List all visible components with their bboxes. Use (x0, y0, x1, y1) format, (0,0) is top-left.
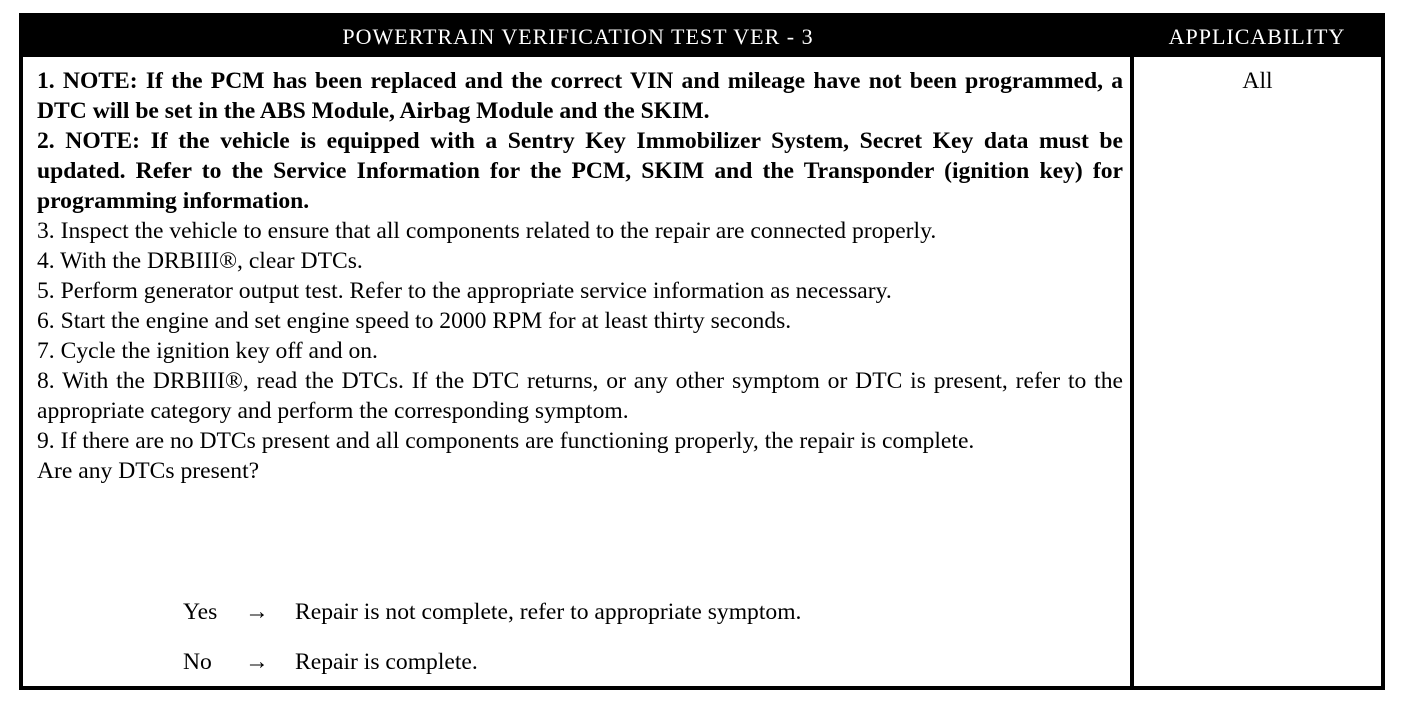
verification-test-table (19, 13, 1385, 690)
answer-no-row (183, 647, 478, 677)
answer-no-label: No (183, 649, 212, 675)
applicability-heading: APPLICABILITY (1168, 24, 1346, 49)
answer-yes-label: Yes (183, 599, 218, 625)
answer-yes-row (183, 597, 801, 627)
question: Are any DTCs present? (37, 458, 260, 484)
applicability-value: All (1242, 68, 1273, 94)
step-3: 3. Inspect the vehicle to ensure that all components related to the repair are connected properly. (37, 218, 937, 244)
right-arrow-icon: → (245, 649, 269, 675)
column-divider (1130, 57, 1134, 690)
table-title: POWERTRAIN VERIFICATION TEST VER - 3 (342, 24, 814, 49)
step-8: 8. With the DRBIII®, read the DTCs. If the DTC returns, or any other symptom or DTC is present, refer to the appropriate category and perform the corresponding symptom. (37, 368, 1123, 424)
step-2-note: 2. NOTE: If the vehicle is equipped with a Sentry Key Immobilizer System, Secret Key data must be updated. Refer to the Service Information for the PCM, SKIM and the Transponder (ignition key) for programming information. (37, 128, 1123, 214)
table-header (23, 17, 1381, 57)
step-7: 7. Cycle the ignition key off and on. (37, 338, 378, 364)
step-5: 5. Perform generator output test. Refer to the appropriate service information as necessary. (37, 278, 892, 304)
answer-yes-result: Repair is not complete, refer to appropriate symptom. (295, 599, 802, 625)
test-procedure-cell (37, 66, 1123, 486)
step-9: 9. If there are no DTCs present and all components are functioning properly, the repair is complete. (37, 428, 975, 454)
right-arrow-icon: → (245, 599, 269, 625)
step-4: 4. With the DRBIII®, clear DTCs. (37, 248, 363, 274)
step-1-note: 1. NOTE: If the PCM has been replaced and the correct VIN and mileage have not been programmed, a DTC will be set in the ABS Module, Airbag Module and the SKIM. (37, 68, 1123, 124)
step-6: 6. Start the engine and set engine speed to 2000 RPM for at least thirty seconds. (37, 308, 792, 334)
answer-no-result: Repair is complete. (295, 649, 478, 675)
